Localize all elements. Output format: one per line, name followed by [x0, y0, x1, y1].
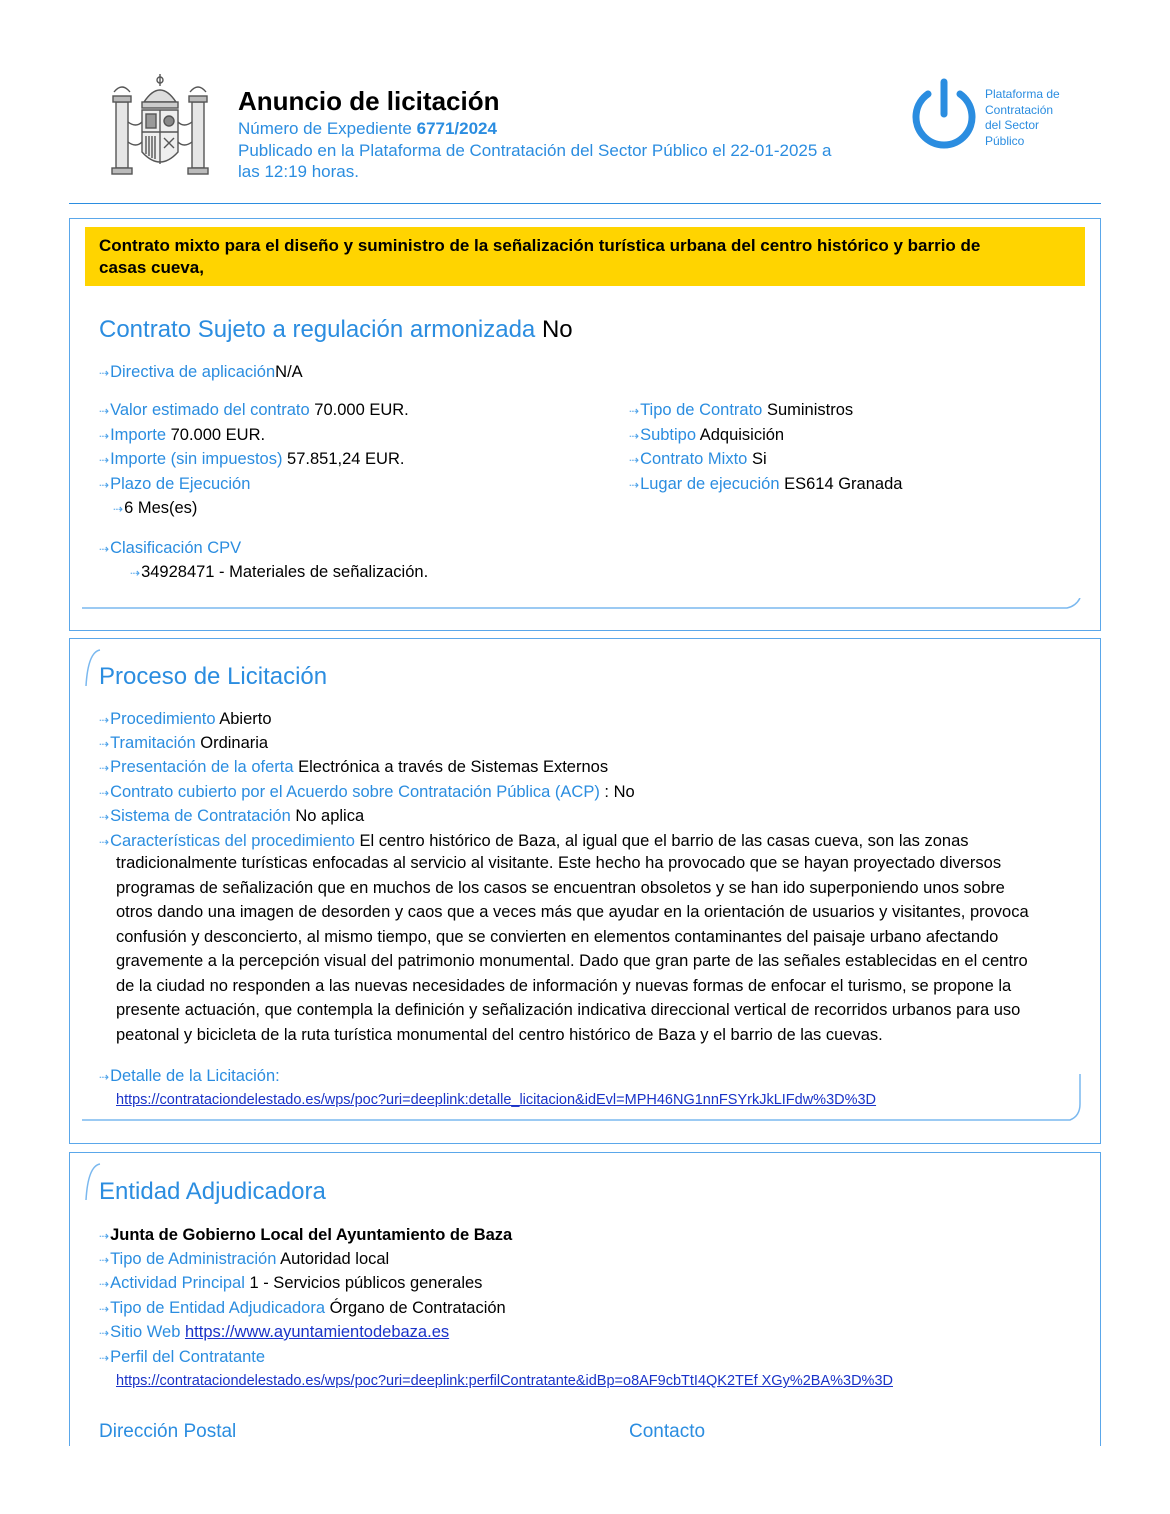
subtipo-label: Subtipo: [640, 426, 697, 444]
lugar-label: Lugar de ejecución: [640, 475, 780, 493]
arrow-icon: ⇢: [99, 453, 108, 467]
tipo-entidad-row: [99, 1298, 506, 1319]
paragraph-line: gravemente a la percepción visual del patrimonio monumental. Dado que gran parte de las señales establecidas en el centro: [116, 952, 1028, 970]
valor-row: [99, 400, 409, 421]
paragraph-line: presente actuación, que contempla la definición y señalización indicativa direccional vertical de recorridos urbanos para uso: [116, 1001, 1021, 1019]
tipo-value: Suministros: [766, 401, 854, 419]
tipo-entidad-label: Tipo de Entidad Adjudicadora: [110, 1299, 326, 1317]
tipo-admin-value: Autoridad local: [280, 1250, 390, 1268]
caracteristicas-row: [99, 831, 969, 852]
contract-title-line: Contrato mixto para el diseño y suministro de la señalización turística urbana del centro histórico y barrio de: [99, 236, 981, 255]
arrow-icon: ⇢: [99, 761, 108, 775]
arrow-icon: ⇢: [99, 1070, 108, 1084]
contacto-heading: Contacto: [629, 1421, 706, 1442]
perfil-link-row: [116, 1371, 893, 1391]
importe-label: Importe: [110, 426, 166, 444]
published-line-2: las 12:19 horas.: [238, 162, 359, 181]
published-line-1: Publicado en la Plataforma de Contratación del Sector Público el 22-01-2025 a: [238, 140, 832, 160]
detalle-label: Detalle de la Licitación:: [110, 1067, 280, 1085]
armonizada-label: Contrato Sujeto a regulación armonizada: [99, 316, 536, 343]
proceso-title: Proceso de Licitación: [99, 663, 328, 690]
importe-row: [99, 425, 265, 446]
actividad-value: 1 - Servicios públicos generales: [249, 1274, 483, 1292]
actividad-row: [99, 1273, 482, 1294]
arrow-icon: ⇢: [99, 737, 108, 751]
arrow-icon: ⇢: [99, 1229, 108, 1243]
arrow-icon: ⇢: [629, 429, 638, 443]
cpv-row: [99, 538, 241, 559]
paragraph-line: programas de señalización que en muchos de los casos se encuentran obsoletos y se han ido superponiendo unos sobre: [116, 878, 1005, 897]
expediente-number: 6771/2024: [416, 119, 497, 138]
page-title: Anuncio de licitación: [238, 86, 500, 116]
valor-value: 70.000 EUR.: [314, 401, 409, 419]
acp-value: : No: [604, 783, 635, 801]
logo-text-line: Público: [985, 133, 1025, 148]
tipo-label: Tipo de Contrato: [640, 401, 763, 419]
tipo-contrato-row: [629, 400, 853, 421]
mixto-row: [629, 449, 767, 470]
entidad-title: Entidad Adjudicadora: [99, 1178, 326, 1205]
caracteristicas-label: Características del procedimiento: [110, 832, 355, 850]
arrow-icon: ⇢: [99, 786, 108, 800]
presentacion-value: Electrónica a través de Sistemas Externos: [298, 758, 609, 776]
acp-label: Contrato cubierto por el Acuerdo sobre Contratación Pública (ACP): [110, 783, 600, 801]
sitio-web-link[interactable]: https://www.ayuntamientodebaza.es: [184, 1323, 450, 1341]
tramitacion-value: Ordinaria: [200, 734, 269, 752]
platform-logo: [908, 78, 1078, 158]
lugar-row: [629, 474, 902, 495]
directiva-row: [99, 362, 303, 383]
importe-sin-label: Importe (sin impuestos): [110, 450, 283, 468]
decorative-curve: [82, 1074, 1082, 1124]
importe-sin-row: [99, 449, 404, 470]
arrow-icon: ⇢: [99, 713, 108, 727]
mixto-value: Si: [751, 450, 767, 468]
armonizada-value: No: [541, 316, 573, 343]
logo-text-line: Plataforma de: [985, 87, 1060, 101]
presentacion-row: [99, 757, 608, 778]
importe-sin-value: 57.851,24 EUR.: [287, 450, 405, 468]
contract-title-banner: [85, 227, 1085, 286]
mixto-label: Contrato Mixto: [640, 450, 748, 468]
header-subtitle: [238, 118, 898, 183]
caracteristicas-text: [116, 851, 1076, 1047]
arrow-icon: ⇢: [113, 502, 122, 516]
cpv-value: 34928471 - Materiales de señalización.: [141, 563, 429, 581]
tipo-entidad-value: Órgano de Contratación: [329, 1299, 506, 1317]
arrow-icon: ⇢: [99, 1253, 108, 1267]
paragraph-line: otros dando una imagen de desorden y caos que a veces más que ayudar en la orientación de usuarios y visitantes, provoca: [116, 903, 1029, 921]
valor-label: Valor estimado del contrato: [110, 401, 310, 419]
arrow-icon: ⇢: [99, 1351, 108, 1365]
tipo-admin-row: [99, 1249, 389, 1270]
sitio-web-row: [99, 1322, 449, 1343]
plazo-label: Plazo de Ejecución: [110, 475, 251, 493]
direccion-postal-heading: Dirección Postal: [99, 1421, 237, 1442]
tramitacion-label: Tramitación: [110, 734, 196, 752]
arrow-icon: ⇢: [629, 453, 638, 467]
caracteristicas-first-line: El centro histórico de Baza, al igual que el barrio de las casas cueva, son las zonas: [359, 832, 969, 850]
presentacion-label: Presentación de la oferta: [110, 758, 294, 776]
perfil-label: Perfil del Contratante: [110, 1348, 266, 1366]
tipo-admin-label: Tipo de Administración: [110, 1250, 277, 1268]
plazo-value: 6 Mes(es): [124, 499, 198, 517]
header-divider: [69, 203, 1101, 204]
cpv-label: Clasificación CPV: [110, 539, 242, 557]
procedimiento-row: [99, 709, 272, 730]
paragraph-line: tradicionalmente turísticas enfocadas al servicio al visitante. Este hecho ha provocado que se hayan proyectado diversos: [116, 854, 1002, 872]
actividad-label: Actividad Principal: [110, 1274, 245, 1292]
paragraph-line: confusión y desconcierto, al mismo tiempo, que se convierten en elementos contaminantes del paisaje urbano afectando: [116, 927, 999, 946]
arrow-icon: ⇢: [99, 835, 108, 849]
arrow-icon: ⇢: [99, 429, 108, 443]
acp-row: [99, 782, 635, 803]
lugar-value: ES614 Granada: [784, 475, 903, 493]
logo-text-line: del Sector: [985, 118, 1040, 132]
cpv-value-row: [130, 562, 428, 583]
expediente-label: Número de Expediente: [238, 119, 417, 138]
arrow-icon: ⇢: [99, 542, 108, 556]
sistema-label: Sistema de Contratación: [110, 807, 291, 825]
arrow-icon: ⇢: [99, 1277, 108, 1291]
arrow-icon: ⇢: [130, 566, 139, 580]
decorative-curve: [82, 598, 1082, 612]
procedimiento-label: Procedimiento: [110, 710, 216, 728]
perfil-contratante-link[interactable]: https://contrataciondelestado.es/wps/poc?uri=deeplink:perfilContratante&idBp=o8AF9cbTtI4QK2TEf XGy%2BA%3D%3D: [116, 1373, 893, 1389]
entidad-name-row: [99, 1225, 512, 1246]
subtipo-value: Adquisición: [699, 426, 785, 444]
contract-title-line: casas cueva,: [99, 258, 204, 277]
armonizada-heading: [99, 316, 573, 344]
sistema-value: No aplica: [295, 807, 365, 825]
paragraph-line: de la ciudad no responden a las nuevas necesidades de información y nuevas formas de enfocar el turismo, se propone la: [116, 976, 1012, 995]
sitio-web-label: Sitio Web: [110, 1323, 181, 1341]
perfil-row: [99, 1347, 265, 1368]
arrow-icon: ⇢: [99, 810, 108, 824]
entidad-name: Junta de Gobierno Local del Ayuntamiento de Baza: [110, 1226, 513, 1244]
arrow-icon: ⇢: [99, 404, 108, 418]
procedimiento-value: Abierto: [219, 710, 272, 728]
arrow-icon: ⇢: [629, 404, 638, 418]
subtipo-row: [629, 425, 784, 446]
logo-text-line: Contratación: [985, 102, 1054, 117]
arrow-icon: ⇢: [99, 366, 108, 380]
arrow-icon: ⇢: [99, 1326, 108, 1340]
importe-value: 70.000 EUR.: [170, 426, 266, 444]
arrow-icon: ⇢: [629, 478, 638, 492]
plazo-value-row: [113, 498, 197, 519]
coat-of-arms-emblem: [108, 72, 212, 182]
paragraph-line: peatonal y bicicleta de la ruta turística monumental del centro histórico de Baza y el barrio de las cuevas.: [116, 1025, 883, 1044]
arrow-icon: ⇢: [99, 478, 108, 492]
plazo-row: [99, 474, 250, 495]
power-icon: [908, 78, 980, 152]
sistema-row: [99, 806, 364, 827]
detalle-licitacion-link[interactable]: https://contrataciondelestado.es/wps/poc?uri=deeplink:detalle_licitacion&idEvl=MPH46NG1nnFSYrkJkLIFdw%3D%3D: [116, 1092, 877, 1108]
directiva-label: Directiva de aplicación: [110, 363, 276, 381]
directiva-value: N/A: [275, 363, 303, 381]
tramitacion-row: [99, 733, 268, 754]
arrow-icon: ⇢: [99, 1302, 108, 1316]
